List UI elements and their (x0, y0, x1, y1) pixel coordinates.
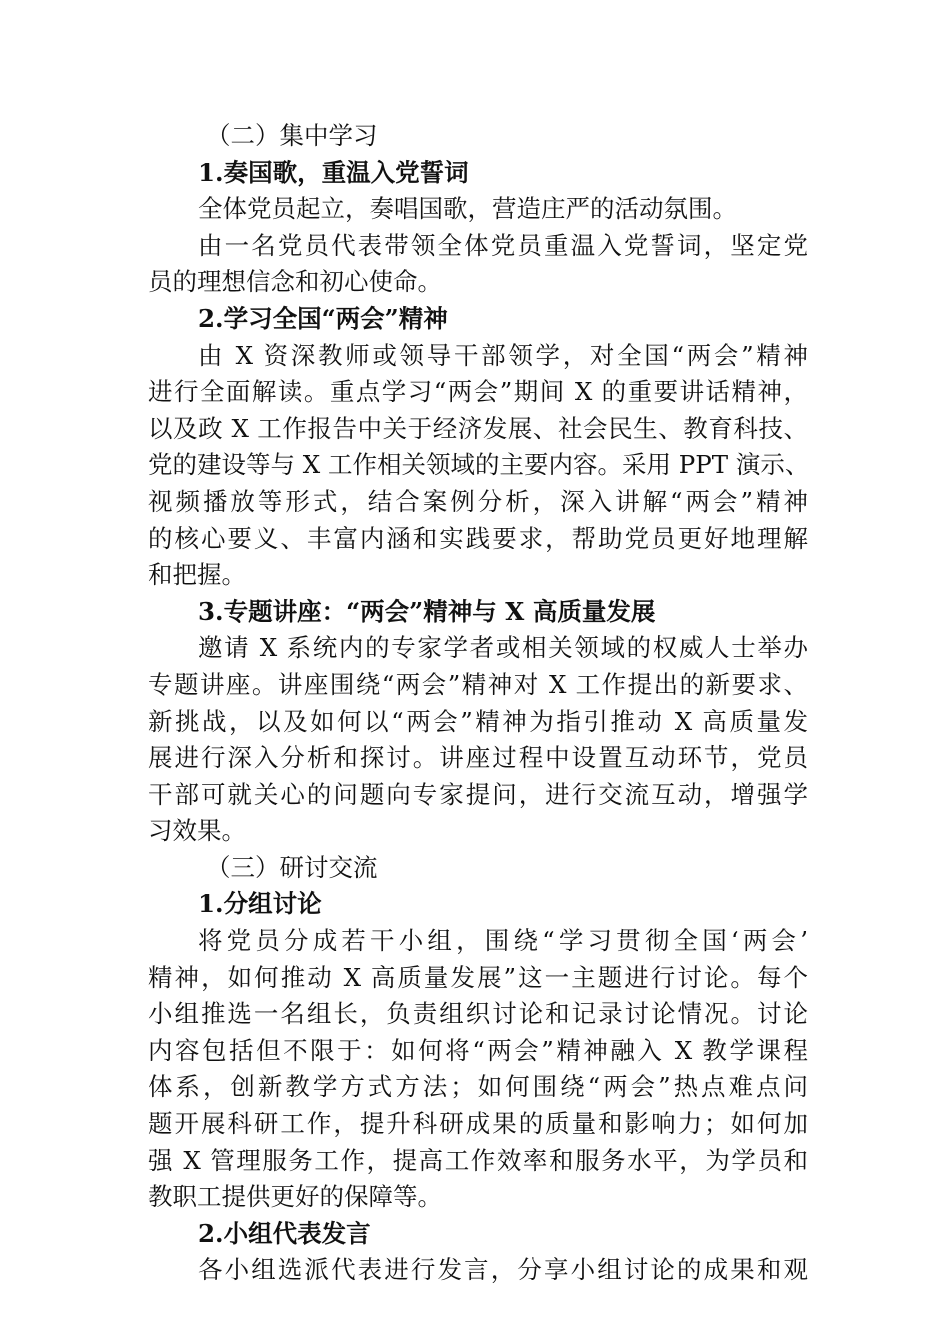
document-page (148, 118, 808, 1289)
paragraph-line: 小组推选一名组长，负责组织讨论和记录讨论情况。讨论 (148, 999, 808, 1029)
paragraph-line: 和把握。 (148, 560, 246, 590)
paragraph-line: 干部可就关心的问题向专家提问，进行交流互动，增强学 (148, 779, 808, 809)
subsection-heading: 3.专题讲座：“两会”精神与 X 高质量发展 (198, 596, 656, 626)
paragraph-line: 全体党员起立，奏唱国歌，营造庄严的活动氛围。 (198, 194, 737, 224)
paragraph-line: 题开展科研工作，提升科研成果的质量和影响力；如何加 (148, 1109, 808, 1139)
section-heading: （三）研讨交流 (206, 852, 378, 882)
paragraph-line: 专题讲座。讲座围绕“两会”精神对 X 工作提出的新要求、 (148, 669, 808, 699)
paragraph-line: 邀请 X 系统内的专家学者或相关领域的权威人士举办 (198, 633, 808, 663)
paragraph-line: 党的建设等与 X 工作相关领域的主要内容。采用 PPT 演示、 (148, 450, 810, 480)
paragraph-line: 由 X 资深教师或领导干部领学，对全国“两会”精神 (198, 340, 808, 370)
paragraph-line: 展进行深入分析和探讨。讲座过程中设置互动环节，党员 (148, 743, 808, 773)
subsection-heading: 1.分组讨论 (198, 889, 322, 919)
paragraph-line: 视频播放等形式，结合案例分析，深入讲解“两会”精神 (148, 486, 808, 516)
paragraph-line: 精神，如何推动 X 高质量发展”这一主题进行讨论。每个 (148, 962, 808, 992)
section-heading: （二）集中学习 (206, 121, 378, 150)
paragraph-line: 内容包括但不限于：如何将“两会”精神融入 X 教学课程 (148, 1035, 808, 1065)
paragraph-line: 进行全面解读。重点学习“两会”期间 X 的重要讲话精神， (148, 377, 808, 407)
paragraph-line: 员的理想信念和初心使命。 (148, 267, 442, 297)
paragraph-line: 的核心要义、丰富内涵和实践要求，帮助党员更好地理解 (148, 523, 808, 553)
subsection-heading: 1.奏国歌，重温入党誓词 (198, 157, 469, 187)
paragraph-line: 体系，创新教学方式方法；如何围绕“两会”热点难点问 (148, 1072, 808, 1102)
paragraph-line: 各小组选派代表进行发言，分享小组讨论的成果和观 (198, 1255, 808, 1285)
paragraph-line: 由一名党员代表带领全体党员重温入党誓词，坚定党 (198, 230, 808, 260)
paragraph-line: 新挑战，以及如何以“两会”精神为指引推动 X 高质量发 (148, 706, 808, 736)
subsection-heading: 2.小组代表发言 (198, 1218, 371, 1248)
paragraph-line: 将党员分成若干小组，围绕“学习贯彻全国‘两会’ (198, 926, 808, 956)
paragraph-line: 习效果。 (148, 816, 246, 846)
paragraph-line: 强 X 管理服务工作，提高工作效率和服务水平，为学员和 (148, 1145, 808, 1175)
paragraph-line: 以及政 X 工作报告中关于经济发展、社会民生、教育科技、 (148, 413, 808, 443)
subsection-heading: 2.学习全国“两会”精神 (198, 303, 448, 333)
paragraph-line: 教职工提供更好的保障等。 (148, 1182, 442, 1212)
